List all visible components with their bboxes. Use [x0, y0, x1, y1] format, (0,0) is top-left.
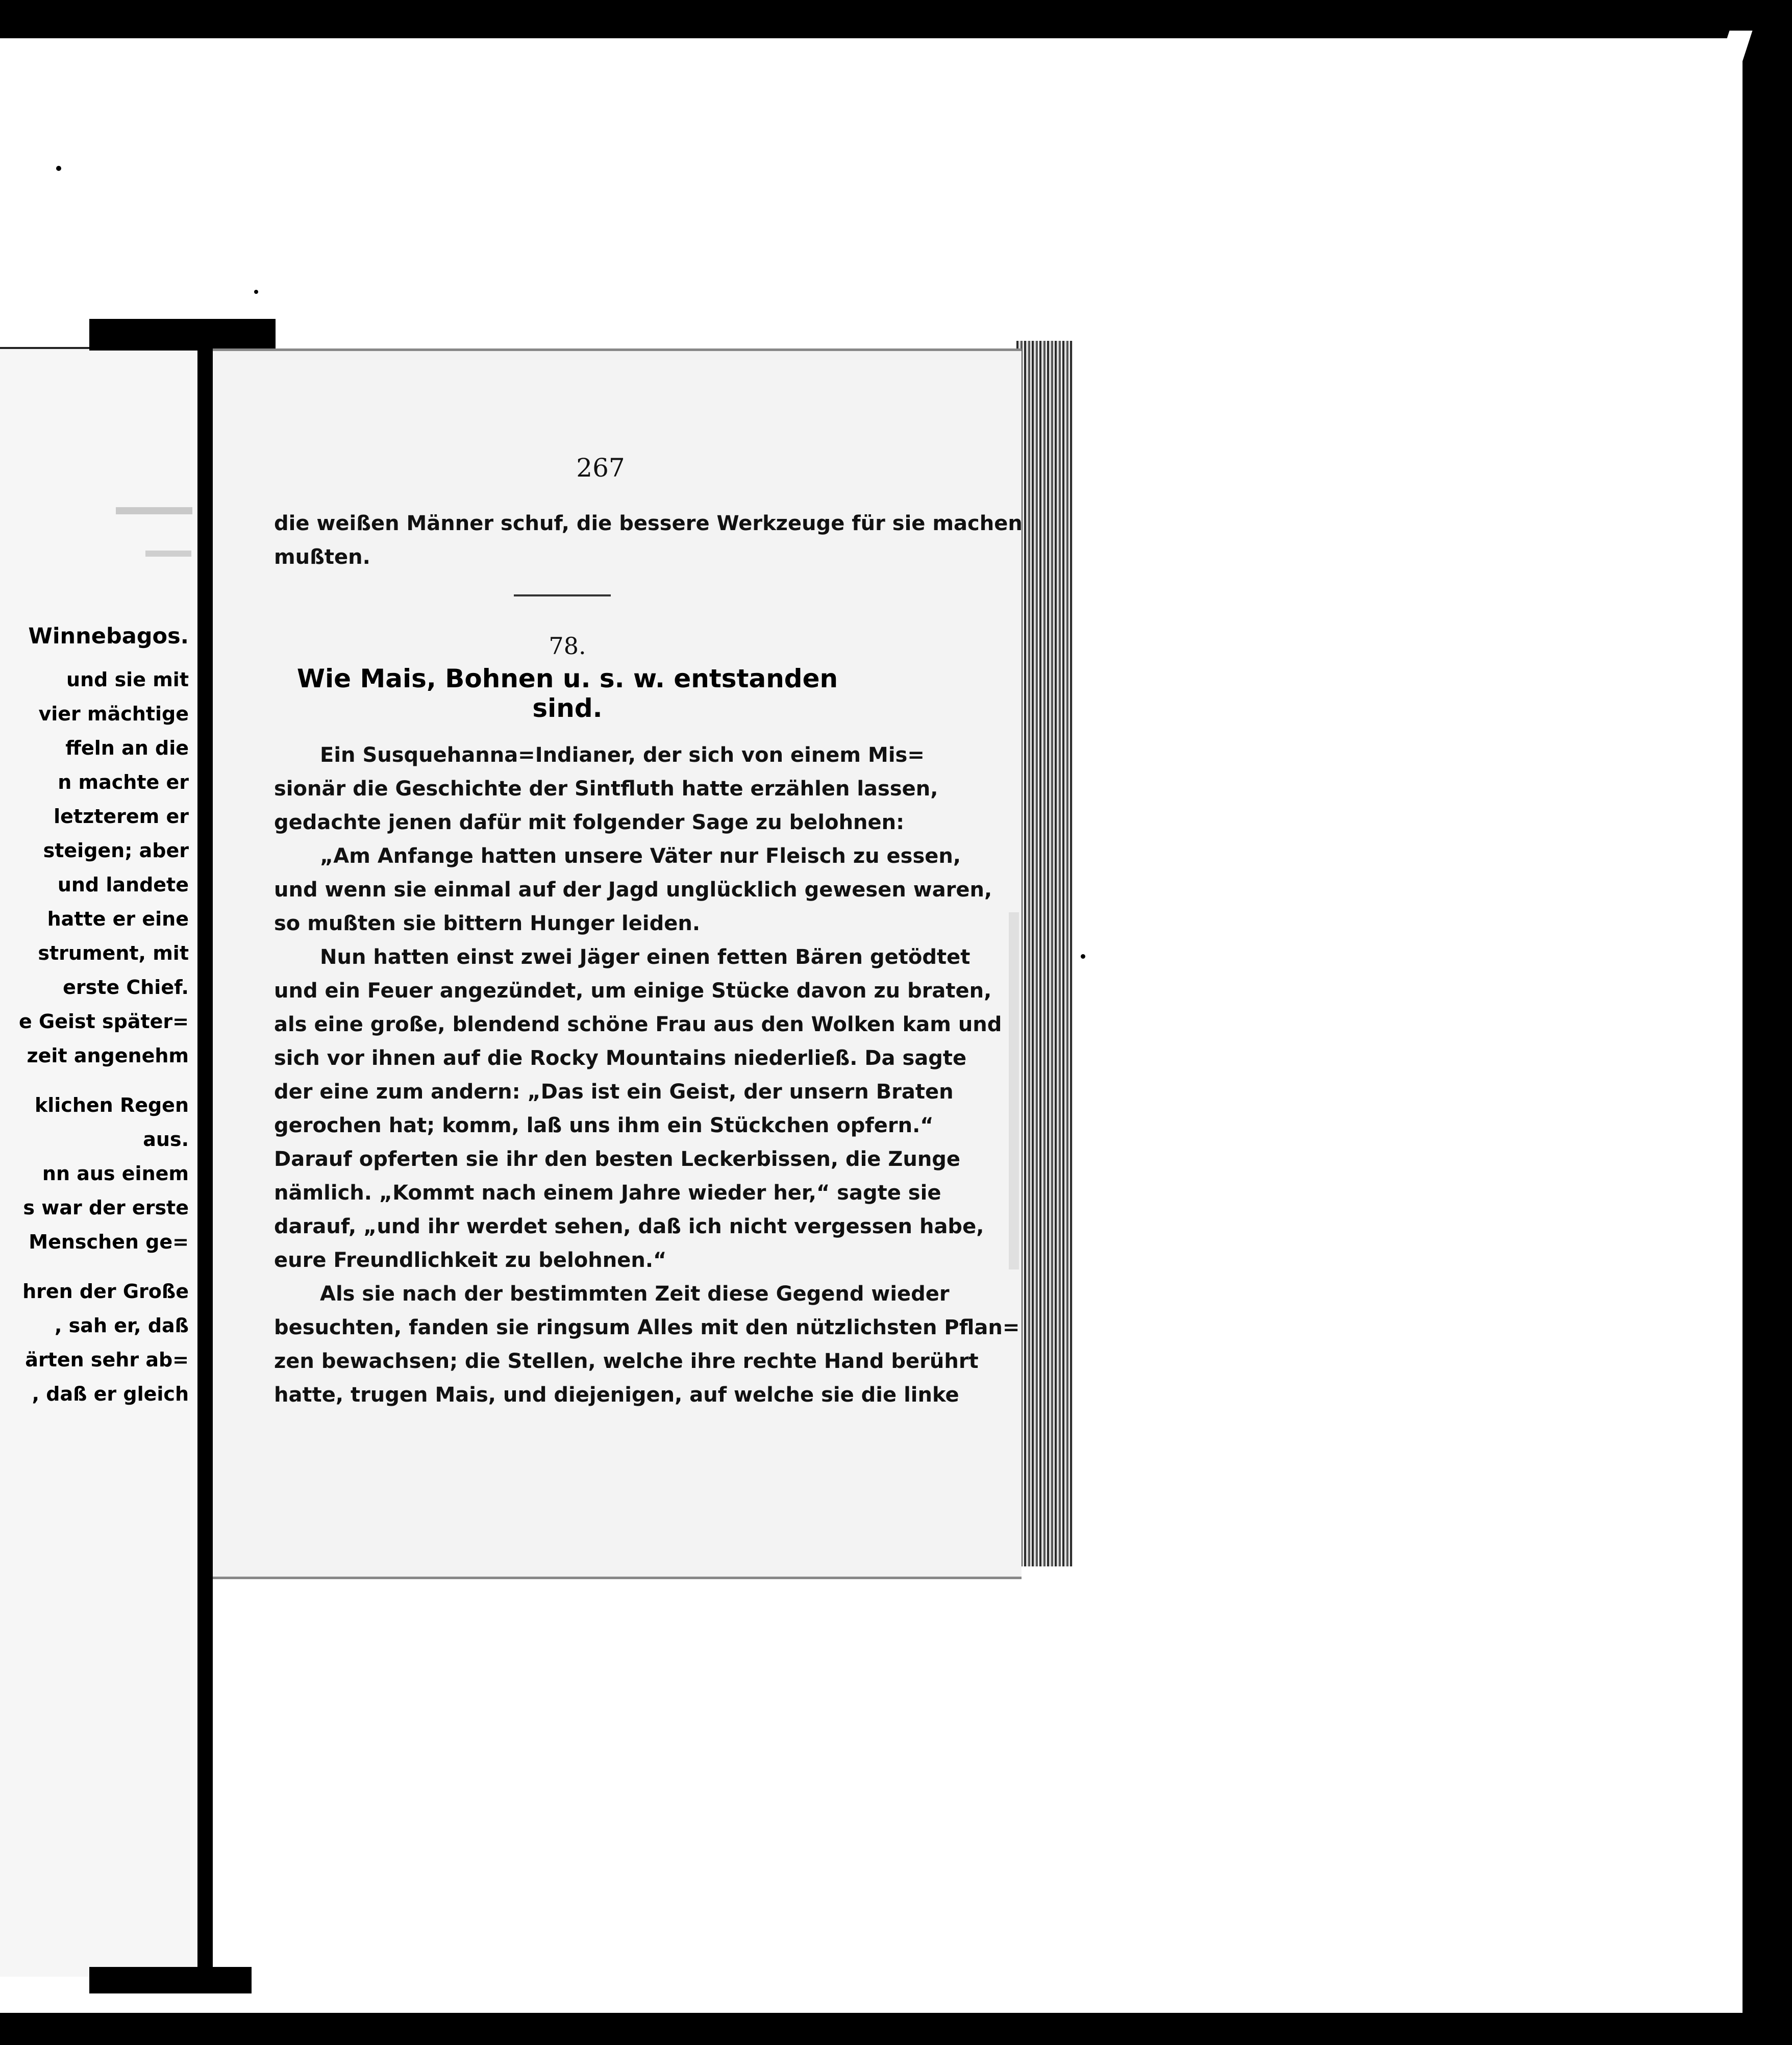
- text-line: eure Freundlichkeit zu belohnen.“: [274, 1249, 667, 1272]
- text-line: Nun hatten einst zwei Jäger einen fetten Bären getödtet: [320, 945, 970, 969]
- left-line: Menschen ge=: [29, 1231, 189, 1253]
- left-line: vier mächtige: [38, 703, 189, 725]
- text-line: Darauf opferten sie ihr den besten Leckerbissen, die Zunge: [274, 1148, 961, 1171]
- left-page: [0, 347, 202, 1977]
- left-ghost-text: [116, 507, 192, 514]
- left-line: e Geist später=: [19, 1010, 189, 1033]
- chapter-number: 78.: [549, 632, 586, 660]
- page-number: 267: [576, 453, 625, 483]
- speck: [254, 290, 258, 294]
- left-line: ärten sehr ab=: [25, 1349, 189, 1371]
- section-divider: [514, 594, 611, 596]
- right-page-text: [274, 507, 1075, 1412]
- text-line: sich vor ihnen auf die Rocky Mountains niederließ. Da sagte: [274, 1046, 967, 1070]
- left-line: hren der Große: [22, 1280, 189, 1303]
- text-line: Als sie nach der bestimmten Zeit diese Gegend wieder: [320, 1282, 950, 1306]
- text-line: nämlich. „Kommt nach einem Jahre wieder her,“ sagte sie: [274, 1181, 941, 1205]
- left-line: und sie mit: [66, 668, 189, 691]
- left-page-title: Winnebagos.: [28, 624, 189, 649]
- text-line: und ein Feuer angezündet, um einige Stücke davon zu braten,: [274, 979, 992, 1003]
- text-line: gerochen hat; komm, laß uns ihm ein Stückchen opfern.“: [274, 1114, 934, 1137]
- left-line: , sah er, daß: [55, 1314, 189, 1337]
- left-line: s war der erste: [23, 1196, 189, 1219]
- left-line: klichen Regen: [34, 1094, 189, 1116]
- speck: [1081, 954, 1085, 959]
- text-line: und wenn sie einmal auf der Jagd unglücklich gewesen waren,: [274, 878, 992, 902]
- text-line: „Am Anfange hatten unsere Väter nur Fleisch zu essen,: [320, 844, 961, 868]
- text-line: hatte, trugen Mais, und diejenigen, auf welche sie die linke: [274, 1383, 959, 1407]
- text-line: so mußten sie bittern Hunger leiden.: [274, 912, 701, 935]
- left-line: ffeln an die: [65, 737, 189, 759]
- left-page-text: [0, 619, 189, 1411]
- text-line: als eine große, blendend schöne Frau aus den Wolken kam und: [274, 1013, 1002, 1036]
- text-line: darauf, „und ihr werdet sehen, daß ich nicht vergessen habe,: [274, 1215, 984, 1238]
- text-line: sionär die Geschichte der Sintfluth hatte erzählen lassen,: [274, 777, 938, 801]
- scanner-clip-bottom: [89, 1967, 252, 1993]
- left-ghost-text: [145, 551, 191, 557]
- text-line: Ein Susquehanna=Indianer, der sich von einem Mis=: [320, 743, 925, 767]
- speck: [56, 166, 61, 171]
- left-line: nn aus einem: [42, 1162, 189, 1185]
- text-line: gedachte jenen dafür mit folgender Sage zu belohnen:: [274, 811, 905, 834]
- text-line: mußten.: [274, 545, 370, 569]
- left-line: erste Chief.: [63, 976, 189, 999]
- left-line: steigen; aber: [43, 839, 189, 862]
- left-line: , daß er gleich: [32, 1383, 189, 1405]
- left-line: strument, mit: [38, 942, 189, 964]
- text-line: die weißen Männer schuf, die bessere Werkzeuge für sie machen: [274, 512, 1023, 535]
- chapter-title: Wie Mais, Bohnen u. s. w. entstanden sind.: [296, 664, 838, 723]
- text-line: besuchten, fanden sie ringsum Alles mit den nützlichsten Pflan=: [274, 1316, 1020, 1339]
- right-page: [213, 348, 1022, 1579]
- text-line: zen bewachsen; die Stellen, welche ihre rechte Hand berührt: [274, 1350, 979, 1373]
- left-line: zeit angenehm: [27, 1044, 189, 1067]
- left-line: hatte er eine: [47, 908, 189, 930]
- scanner-clip-top: [89, 319, 276, 351]
- book-gutter: [197, 351, 213, 1978]
- left-line: letzterem er: [54, 805, 189, 828]
- text-line: der eine zum andern: „Das ist ein Geist, der unsern Braten: [274, 1080, 954, 1104]
- left-line: aus.: [143, 1128, 189, 1151]
- left-line: und landete: [57, 874, 189, 896]
- left-line: n machte er: [58, 771, 189, 793]
